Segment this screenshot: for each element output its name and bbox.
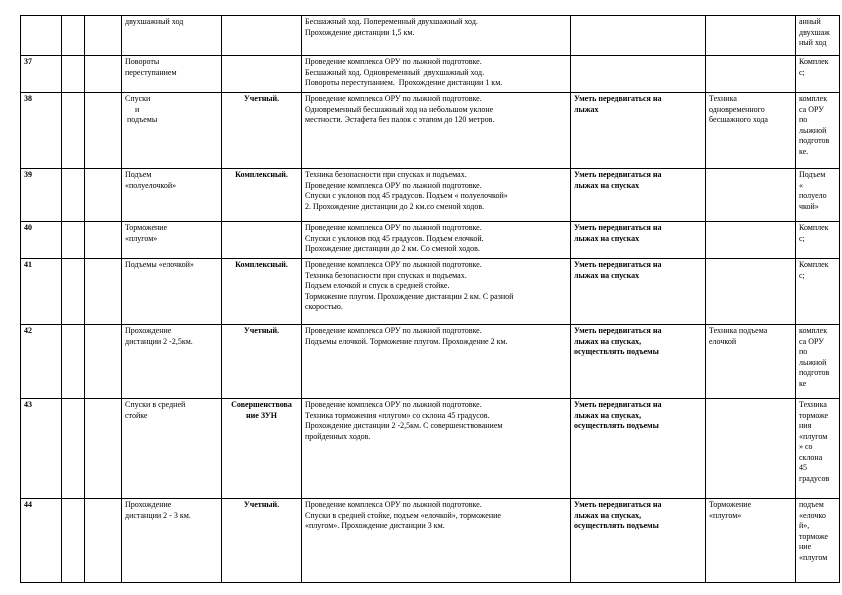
empty-cell [62, 16, 85, 56]
lesson-type [222, 93, 302, 169]
skills-requirement-line: Уметь передвигаться на [574, 260, 662, 269]
knowledge-element-line: Техника [709, 94, 737, 103]
control-type-line: ке. [799, 146, 809, 156]
skills-requirement-line: лыжах на спусках, [574, 410, 642, 420]
empty-cell [85, 399, 122, 499]
control-type-line: ния [799, 421, 812, 430]
control-type-line: комплек [799, 326, 828, 335]
skills-requirement [571, 56, 706, 93]
skills-requirement-line: Уметь передвигаться на [574, 94, 662, 103]
control-type [796, 222, 840, 259]
lesson-type-line: Комплексный. [235, 170, 288, 179]
lesson-topic-line: Повороты [125, 57, 160, 66]
lesson-content [302, 222, 571, 259]
knowledge-element [706, 259, 796, 325]
control-type-line: полуело [799, 191, 827, 200]
skills-requirement [571, 93, 706, 169]
skills-requirement-line: Уметь передвигаться на [574, 223, 662, 232]
table-row [21, 56, 840, 93]
lesson-topic [122, 93, 222, 169]
skills-requirement [571, 499, 706, 583]
control-type-line: 45 [799, 463, 807, 472]
lesson-content-line: скоростью. [305, 302, 343, 311]
lesson-topic-line: «плугом» [125, 233, 158, 243]
lesson-topic [122, 325, 222, 399]
lesson-type-line: Комплексный. [235, 260, 288, 269]
lesson-content-line: Бесшажный ход. Попеременный двухшажный ход. [305, 17, 478, 26]
lesson-type [222, 222, 302, 259]
lesson-topic-line: переступанием [125, 67, 177, 77]
lesson-topic [122, 222, 222, 259]
skills-requirement-line: лыжах на спусках [574, 180, 640, 190]
lesson-content-line: Прохождение дистанции до 2 км. Со сменой ходов. [305, 244, 480, 253]
lesson-content-line: Прохождение дистанции 2 -2,5км. С совершенствованием [305, 421, 503, 430]
knowledge-element-line: «плугом» [709, 510, 742, 520]
skills-requirement-line: лыжах на спусках, [574, 336, 642, 346]
lesson-topic-line: Подъемы «елочкой» [125, 260, 194, 269]
control-type [796, 16, 840, 56]
control-type-line: Комплек [799, 57, 829, 66]
skills-requirement-line: лыжах на спусках, [574, 510, 642, 520]
control-type [796, 325, 840, 399]
control-type-line: й», [799, 521, 810, 530]
lesson-topic-line: Торможение [125, 223, 168, 232]
knowledge-element-line: Торможение [709, 500, 752, 509]
control-type [796, 56, 840, 93]
skills-requirement-line: Уметь передвигаться на [574, 326, 662, 335]
knowledge-element-line: елочкой [709, 336, 737, 346]
skills-requirement-line: лыжах [574, 104, 599, 114]
lesson-content [302, 325, 571, 399]
control-type-line: Техника [799, 400, 827, 409]
lesson-content [302, 56, 571, 93]
empty-cell [85, 93, 122, 169]
lesson-type-line: Учетный. [243, 94, 280, 103]
table-row [21, 169, 840, 222]
lesson-content-line: Спуски в средней стойке, подъем «елочкой», торможение [305, 510, 501, 520]
lesson-content-line: Техника безопасности при спусках и подъемах. [305, 170, 467, 179]
lesson-type-line: ние ЗУН [246, 410, 277, 420]
lesson-content-line: Проведение комплекса ОРУ по лыжной подготовке. [305, 260, 482, 269]
table-row [21, 93, 840, 169]
empty-cell [85, 499, 122, 583]
control-type [796, 259, 840, 325]
lesson-content-line: пройденных ходов. [305, 431, 371, 441]
control-type-line: градусов [799, 473, 830, 483]
control-type-line: торможе [799, 410, 829, 420]
skills-requirement-line: осуществлять подъемы [574, 421, 659, 430]
lesson-number: 37 [21, 56, 62, 93]
lesson-content-line: Проведение комплекса ОРУ по лыжной подготовке. [305, 400, 482, 409]
lesson-content [302, 259, 571, 325]
knowledge-element [706, 222, 796, 259]
control-type-line: «плугом [799, 431, 828, 441]
lesson-topic-line: Подъем [125, 170, 152, 179]
skills-requirement-line: осуществлять подъемы [574, 521, 659, 530]
control-type-line: анный [799, 17, 821, 26]
skills-requirement-line: Уметь передвигаться на [574, 500, 662, 509]
control-type-line: с; [799, 233, 805, 243]
control-type-line: Подъем [799, 170, 826, 179]
knowledge-element [706, 56, 796, 93]
control-type-line: торможе [799, 531, 829, 541]
control-type-line: подъем [799, 500, 824, 509]
lesson-content-line: Проведение комплекса ОРУ по лыжной подготовке. [305, 57, 482, 66]
lesson-content [302, 499, 571, 583]
lesson-number: 39 [21, 169, 62, 222]
lesson-content-line: Торможение плугом. Прохождение дистанции 2 км. С разной [305, 291, 514, 301]
lesson-content-line: «плугом». Прохождение дистанции 3 км. [305, 521, 445, 530]
knowledge-element [706, 325, 796, 399]
lesson-content-line: Техника безопасности при спусках и подъемах. [305, 270, 467, 280]
lesson-type [222, 169, 302, 222]
lesson-content-line: Повороты переступанием. Прохождение дистанции 1 км. [305, 78, 503, 87]
control-type-line: с; [799, 270, 805, 280]
lesson-content-line: Проведение комплекса ОРУ по лыжной подготовке. [305, 500, 482, 509]
control-type-line: ный ход [799, 38, 827, 47]
lesson-topic [122, 499, 222, 583]
empty-cell [62, 259, 85, 325]
lesson-content-line: Проведение комплекса ОРУ по лыжной подготовке. [305, 94, 482, 103]
control-type-line: подготов [799, 368, 830, 377]
control-type-line: Комплек [799, 223, 829, 232]
skills-requirement-line: Уметь передвигаться на [574, 170, 662, 179]
lesson-content-line: Проведение комплекса ОРУ по лыжной подготовке. [305, 180, 482, 190]
lesson-content-line: Бесшажный ход. Одновременный двухшажный ход. [305, 67, 485, 77]
lesson-number: 42 [21, 325, 62, 399]
lesson-content-line: Подъем елочкой и спуск в средней стойке. [305, 281, 450, 290]
table-row [21, 16, 840, 56]
skills-requirement [571, 259, 706, 325]
knowledge-element [706, 499, 796, 583]
skills-requirement [571, 325, 706, 399]
control-type-line: са ОРУ [799, 336, 824, 346]
empty-cell [85, 222, 122, 259]
knowledge-element-line: одновременного [709, 104, 765, 114]
knowledge-element-line: бесшажного хода [709, 115, 768, 124]
control-type-line: склона [799, 452, 823, 462]
control-type-line: » со [799, 442, 813, 451]
skills-requirement [571, 399, 706, 499]
knowledge-element-line: Техника подъема [709, 326, 768, 335]
empty-cell [85, 169, 122, 222]
lesson-content-line: Проведение комплекса ОРУ по лыжной подготовке. [305, 223, 482, 232]
skills-requirement-line: осуществлять подъемы [574, 347, 659, 356]
lesson-number: 41 [21, 259, 62, 325]
table-row [21, 499, 840, 583]
control-type-line: комплек [799, 94, 828, 103]
lesson-number [21, 16, 62, 56]
lesson-content-line: Спуски с уклонов под 45 градусов. Подъем елочкой. [305, 233, 484, 243]
empty-cell [62, 325, 85, 399]
lesson-content-line: Техника торможения «плугом» со склона 45 градусов. [305, 410, 490, 420]
lesson-type [222, 499, 302, 583]
lesson-plan-table [20, 15, 840, 583]
lesson-content-line: местности. Эстафета без палок с этапом до 120 метров. [305, 115, 495, 124]
lesson-topic-line: дистанции 2 - 3 км. [125, 510, 191, 520]
control-type-line: с; [799, 67, 805, 77]
lesson-content-line: Одновременный бесшажный ход на небольшом уклоне [305, 104, 494, 114]
lesson-topic [122, 169, 222, 222]
control-type-line: подготов [799, 136, 830, 145]
control-type-line: лыжной [799, 125, 827, 135]
lesson-topic [122, 16, 222, 56]
control-type-line: ние [799, 542, 812, 551]
lesson-content-line: Проведение комплекса ОРУ по лыжной подготовке. [305, 326, 482, 335]
table-row [21, 325, 840, 399]
lesson-number: 43 [21, 399, 62, 499]
control-type [796, 93, 840, 169]
control-type-line: ке [799, 378, 807, 388]
lesson-content [302, 93, 571, 169]
table-row [21, 259, 840, 325]
control-type-line: « [799, 180, 803, 190]
lesson-type [222, 16, 302, 56]
control-type-line: чкой» [799, 201, 819, 211]
lesson-topic [122, 56, 222, 93]
lesson-type [222, 56, 302, 93]
lesson-topic-line: «полуелочкой» [125, 180, 177, 190]
control-type-line: двухшаж [799, 27, 830, 37]
lesson-topic-line: стойке [125, 410, 148, 420]
control-type-line: «плугом [799, 552, 828, 562]
empty-cell [62, 222, 85, 259]
lesson-content-line: Спуски с уклонов под 45 градусов. Подъем « полуелочкой» [305, 191, 508, 200]
lesson-topic-line: подъемы [125, 115, 158, 124]
lesson-content [302, 16, 571, 56]
control-type [796, 169, 840, 222]
knowledge-element [706, 16, 796, 56]
control-type-line: по [799, 115, 808, 124]
lesson-content-line: Прохождение дистанции 1,5 км. [305, 27, 415, 37]
skills-requirement [571, 16, 706, 56]
empty-cell [85, 16, 122, 56]
lesson-type-line: Учетный. [243, 326, 280, 335]
table-row [21, 222, 840, 259]
lesson-content-line: 2. Прохождение дистанции до 2 км.со сменой ходов. [305, 201, 485, 211]
skills-requirement-line: Уметь передвигаться на [574, 400, 662, 409]
empty-cell [62, 499, 85, 583]
lesson-content [302, 169, 571, 222]
empty-cell [62, 399, 85, 499]
lesson-content [302, 399, 571, 499]
lesson-topic [122, 259, 222, 325]
lesson-type [222, 325, 302, 399]
skills-requirement-line: лыжах на спусках [574, 270, 640, 280]
control-type [796, 399, 840, 499]
lesson-topic-line: Прохождение [125, 326, 172, 335]
empty-cell [85, 325, 122, 399]
control-type-line: по [799, 347, 808, 356]
lesson-type-line: Учетный. [243, 500, 280, 509]
lesson-topic-line: двухшажный ход [125, 17, 184, 26]
lesson-topic-line: дистанции 2 -2,5км. [125, 336, 193, 346]
skills-requirement-line: лыжах на спусках [574, 233, 640, 243]
lesson-topic [122, 399, 222, 499]
lesson-topic-line: Спуски [125, 94, 151, 103]
knowledge-element [706, 399, 796, 499]
empty-cell [62, 93, 85, 169]
empty-cell [62, 56, 85, 93]
lesson-topic-line: Спуски в средней [125, 400, 186, 409]
control-type-line: Комплек [799, 260, 829, 269]
lesson-number: 44 [21, 499, 62, 583]
lesson-number: 38 [21, 93, 62, 169]
lesson-type-line: Совершенствова [231, 400, 292, 409]
lesson-content-line: Подъемы елочкой. Торможение плугом. Прохождение 2 км. [305, 336, 508, 346]
empty-cell [85, 56, 122, 93]
empty-cell [62, 169, 85, 222]
control-type [796, 499, 840, 583]
control-type-line: са ОРУ [799, 104, 824, 114]
control-type-line: «елочко [799, 510, 826, 520]
skills-requirement [571, 222, 706, 259]
lesson-topic-line: Прохождение [125, 500, 172, 509]
lesson-number: 40 [21, 222, 62, 259]
lesson-type [222, 399, 302, 499]
empty-cell [85, 259, 122, 325]
lesson-type [222, 259, 302, 325]
knowledge-element [706, 93, 796, 169]
knowledge-element [706, 169, 796, 222]
control-type-line: лыжной [799, 357, 827, 367]
skills-requirement [571, 169, 706, 222]
lesson-topic-line: и [125, 104, 140, 114]
table-row [21, 399, 840, 499]
